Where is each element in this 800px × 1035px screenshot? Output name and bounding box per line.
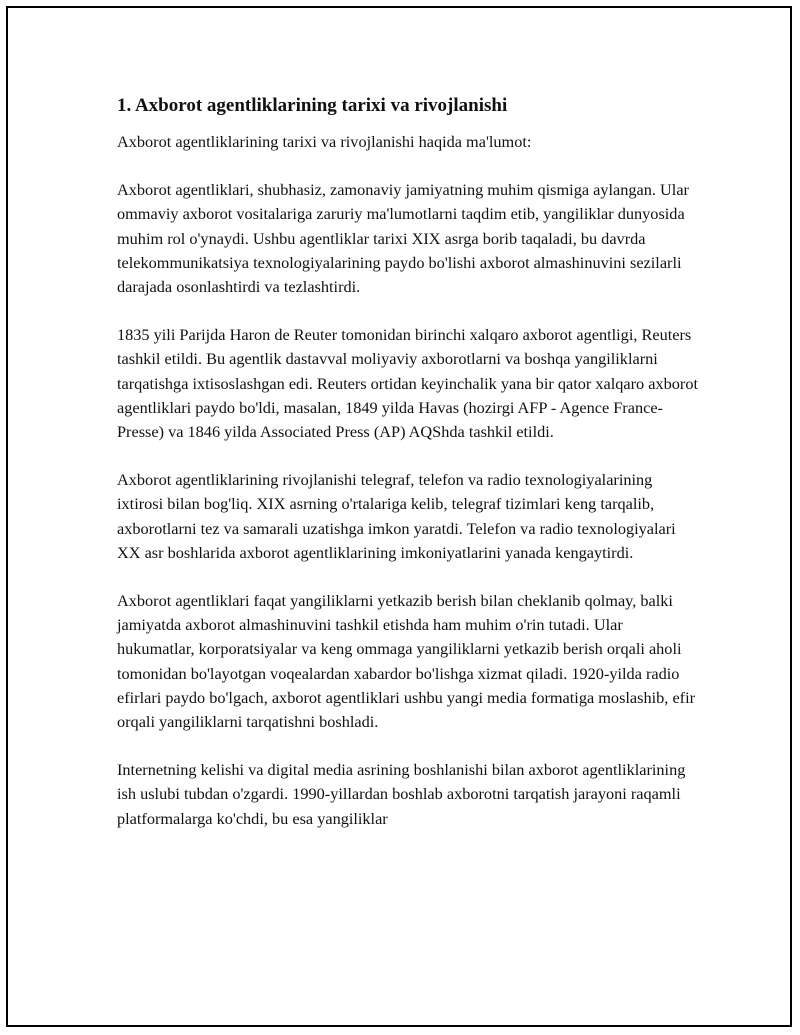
intro-paragraph: Axborot agentliklarining tarixi va rivojlanishi haqida ma'lumot: [117, 132, 532, 151]
paragraph-overview: Axborot agentliklari, shubhasiz, zamonaviy jamiyatning muhim qismiga aylangan. Ular ommaviy axborot vositalariga zaruriy ma'lumotlarni taqdim etib, yangiliklar dunyosida muhim rol o'ynaydi. Ushbu agentliklar tarixi XIX asrga borib taqaladi, bu davrda telekommunikatsiya texnologiyalarining paydo bo'lishi axborot almashinuvini sezilarli darajada osonlashtirdi va tezlashtirdi. [117, 180, 689, 297]
document-heading: 1. Axborot agentliklarining tarixi va rivojlanishi [117, 95, 508, 116]
paragraph-internet: Internetning kelishi va digital media asrining boshlanishi bilan axborot agentliklarining ish uslubi tubdan o'zgardi. 1990-yillardan boshlab axborotni tarqatish jarayoni raqamli platformalarga ko'chdi, bu esa yangiliklar [117, 760, 686, 828]
paragraph-role: Axborot agentliklari faqat yangiliklarni yetkazib berish bilan cheklanib qolmay, balki jamiyatda axborot almashinuvini tashkil etishda ham muhim o'rin tutadi. Ular hukumatlar, korporatsiyalar va keng ommaga yangiliklarni yetkazib berish orqali aholi tomonidan bo'layotgan voqealardan xabardor bo'lishga xizmat qiladi. 1920-yilda radio efirlari paydo bo'lgach, axborot agentliklari ushbu yangi media formatiga moslashib, efir orqali yangiliklarni tarqatishni boshladi. [117, 591, 696, 732]
paragraph-technology: Axborot agentliklarining rivojlanishi telegraf, telefon va radio texnologiyalarining ixtirosi bilan bog'liq. XIX asrning o'rtalariga kelib, telegraf tizimlari keng tarqalib, axborotlarni tez va samarali uzatishga imkon yaratdi. Telefon va radio texnologiyalari XX asr boshlarida axborot agentliklarining imkoniyatlarini yanada kengaytirdi. [117, 470, 676, 562]
paragraph-reuters: 1835 yili Parijda Haron de Reuter tomonidan birinchi xalqaro axborot agentligi, Reuters tashkil etildi. Bu agentlik dastavval moliyaviy axborotlarni va boshqa yangiliklarni tarqatishga ixtisoslashgan edi. Reuters ortidan keyinchalik yana bir qator xalqaro axborot agentliklari paydo bo'ldi, masalan, 1849 yilda Havas (hozirgi AFP - Agence France-Presse) va 1846 yilda Associated Press (AP) AQShda tashkil etildi. [117, 325, 698, 442]
document-body [117, 92, 702, 855]
